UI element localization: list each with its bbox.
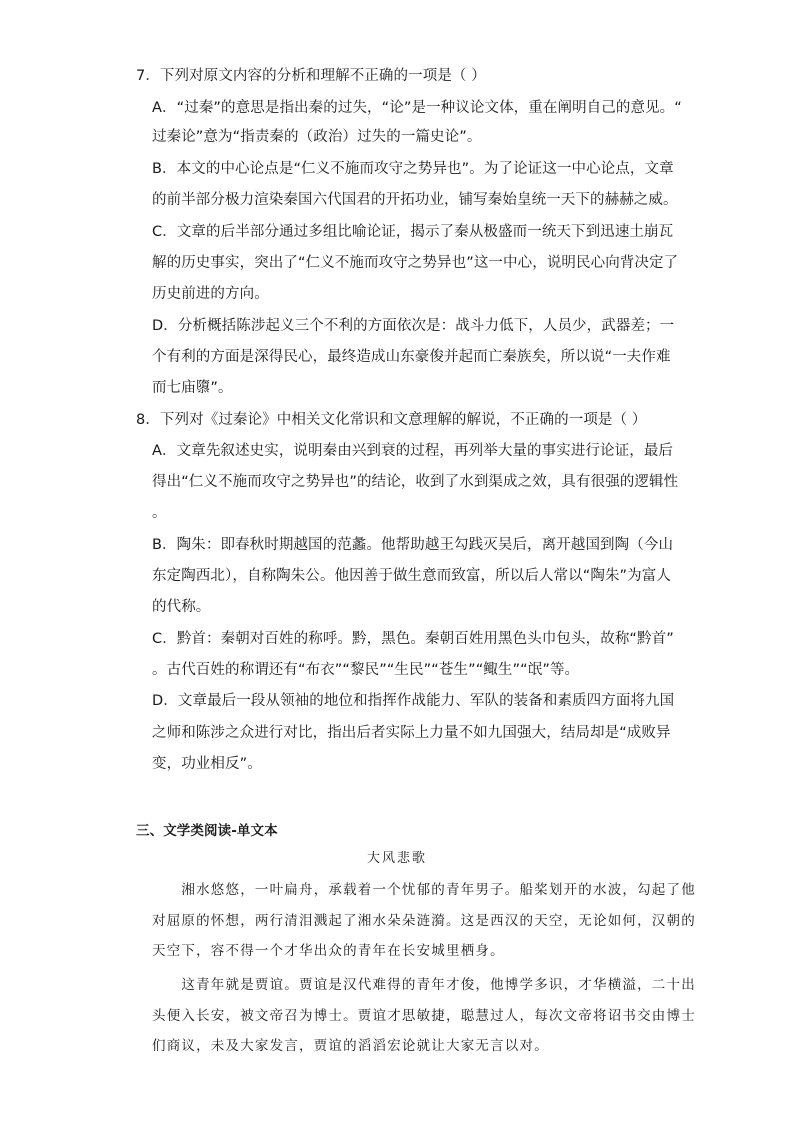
q8-option-a-line-3: 。: [152, 505, 167, 521]
q7-option-d-line-3: 而七庙隳”。: [152, 380, 233, 396]
q8-option-d-line-1: D．文章最后一段从领袖的地位和指挥作战能力、军队的装备和素质四方面将九国: [152, 693, 675, 709]
q8-option-d-line-3: 变，功业相反”。: [152, 756, 262, 772]
q7-option-c-line-1: C．文章的后半部分通过多组比喻论证，揭示了秦从极盛而一统天下到迅速土崩瓦: [152, 224, 674, 240]
q8-option-c-line-2: 。古代百姓的称谓还有“布衣”“黎民”“生民”“苍生”“鲰生”“氓”等。: [152, 662, 580, 678]
q8-option-a-line-2: 得出“仁义不施而攻守之势异也”的结论，收到了水到渠成之效，具有很强的逻辑性: [152, 474, 679, 490]
passage-title: 大风悲歌: [366, 851, 427, 866]
passage-paragraph-2-line-1: 这青年就是贾谊。贾谊是汉代难得的青年才俊，他博学多识，才华横溢，二十出: [152, 977, 696, 993]
passage-paragraph-1-line-2: 对屈原的怀想，两行清泪溅起了湘水朵朵涟漪。这是西汉的天空，无论如何，汉朝的: [152, 913, 696, 929]
q7-option-d-line-1: D．分析概括陈涉起义三个不利的方面依次是：战斗力低下，人员少，武器差；一: [152, 318, 675, 334]
q7-option-b-line-1: B．本文的中心论点是“仁义不施而攻守之势异也”。为了论证这一中心论点，文章: [152, 161, 674, 177]
passage-paragraph-1-line-3: 天空下，容不得一个才华出众的青年在长安城里栖身。: [152, 943, 505, 959]
q8-option-d-line-2: 之师和陈涉之众进行对比，指出后者实际上力量不如九国强大，结局却是“成败异: [152, 725, 671, 741]
q7-option-d-line-2: 个有利的方面是深得民心，最终造成山东豪俊并起而亡秦族矣，所以说“一夫作难: [152, 349, 671, 365]
passage-paragraph-2-line-2: 头便入长安，被文帝召为博士。贾谊才思敏捷，聪慧过人，每次文帝将诏书交由博士: [152, 1008, 696, 1024]
q8-option-c-line-1: C．黔首：秦朝对百姓的称呼。黔，黑色。秦朝百姓用黑色头巾包头，故称“黔首”: [152, 631, 674, 647]
q7-option-c-line-2: 解的历史事实，突出了“仁义不施而攻守之势异也”这一中心，说明民心向背决定了: [152, 255, 679, 271]
passage-paragraph-2-line-3: 们商议，未及大家发言，贾谊的滔滔宏论就让大家无言以对。: [152, 1038, 549, 1054]
q7-option-c-line-3: 历史前进的方向。: [152, 286, 269, 302]
q7-option-a-line-1: A．“过秦”的意思是指出秦的过失，“论”是一种议论文体，重在阐明自己的意见。“: [152, 100, 682, 116]
q7-option-b-line-2: 的前半部分极力渲染秦国六代国君的开拓功业，铺写秦始皇统一天下的赫赫之威。: [152, 192, 678, 208]
q8-option-b-line-3: 的代称。: [152, 599, 211, 615]
question-7-stem: 7．下列对原文内容的分析和理解不正确的一项是（ ）: [136, 68, 486, 84]
section-heading: 三、文学类阅读-单文本: [136, 823, 278, 839]
q7-option-a-line-2: 过秦论”意为“指责秦的（政治）过失的一篇史论”。: [152, 129, 482, 145]
q8-option-b-line-2: 东定陶西北），自称陶朱公。他因善于做生意而致富，所以后人常以“陶朱”为富人: [152, 568, 671, 584]
q8-option-b-line-1: B．陶朱：即春秋时期越国的范蠡。他帮助越王勾践灭吴后，离开越国到陶（今山: [152, 537, 674, 553]
passage-paragraph-1-line-1: 湘水悠悠，一叶扁舟，承载着一个忧郁的青年男子。船桨划开的水波，勾起了他: [152, 882, 696, 898]
question-8-stem: 8．下列对《过秦论》中相关文化常识和文意理解的解说，不正确的一项是（ ）: [136, 412, 647, 428]
q8-option-a-line-1: A．文章先叙述史实，说明秦由兴到衰的过程，再列举大量的事实进行论证，最后: [152, 443, 674, 459]
